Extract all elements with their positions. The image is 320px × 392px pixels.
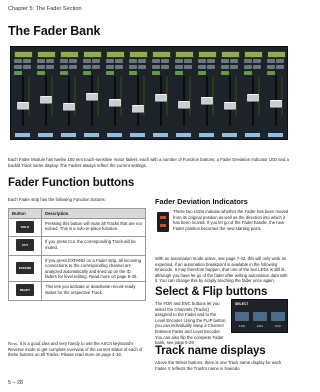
scribble-strip xyxy=(245,133,260,137)
strip-function-button xyxy=(184,65,192,69)
fader-strip xyxy=(127,50,148,138)
track-name-display xyxy=(60,51,79,58)
strip-function-button xyxy=(175,65,183,69)
strip-function-button xyxy=(221,71,229,75)
strip-function-button xyxy=(83,65,91,69)
fader-track xyxy=(137,76,139,126)
col-header-description: Description xyxy=(42,209,146,219)
description-cell: This lets you activate or deactivate record-ready status for the respective Track. xyxy=(42,282,146,300)
enc-button-icon xyxy=(253,312,267,321)
strip-function-button xyxy=(175,71,183,75)
fader-strip xyxy=(81,50,102,138)
strip-function-button xyxy=(46,65,54,69)
scribble-strip xyxy=(107,133,122,137)
strip-function-button xyxy=(230,65,238,69)
fader-strip xyxy=(35,50,56,138)
strip-function-button xyxy=(92,59,100,63)
strip-function-button xyxy=(221,59,229,63)
fader-knob xyxy=(86,93,98,101)
chapter-header: Chapter 5: The Fader Section xyxy=(8,6,82,12)
fader-knob xyxy=(109,99,121,107)
strip-function-button xyxy=(253,59,261,63)
function-buttons-table xyxy=(8,208,146,301)
strip-function-button xyxy=(175,59,183,63)
strip-function-button xyxy=(244,59,252,63)
fader-track xyxy=(229,76,231,126)
fdr-label: FDR xyxy=(238,324,246,328)
strip-function-button xyxy=(267,71,275,75)
fader-knob xyxy=(40,96,52,104)
strip-function-button xyxy=(207,59,215,63)
col-header-button: Button xyxy=(9,209,42,219)
solo-button-icon: SOLO xyxy=(16,221,34,233)
expand-button-icon: EXPAND xyxy=(16,262,34,274)
fader-strip xyxy=(104,50,125,138)
track-name-display xyxy=(267,51,286,58)
fader-strip xyxy=(219,50,240,138)
level-meter xyxy=(212,76,214,116)
strip-function-button xyxy=(23,65,31,69)
strip-function-button xyxy=(69,65,77,69)
strip-function-button xyxy=(161,65,169,69)
strip-function-button xyxy=(14,71,22,75)
scribble-strip xyxy=(176,133,191,137)
track-name-display xyxy=(175,51,194,58)
strip-function-button xyxy=(60,65,68,69)
section-heading-select-flip: Select & Flip buttons xyxy=(155,286,268,298)
strip-function-button xyxy=(267,65,275,69)
scribble-strip xyxy=(61,133,76,137)
fader-bank-image xyxy=(10,46,288,140)
fader-strip xyxy=(12,50,33,138)
scribble-strip xyxy=(199,133,214,137)
section-heading-deviation: Fader Deviation Indicators xyxy=(155,197,248,206)
page-title: The Fader Bank xyxy=(8,24,101,38)
strip-function-button xyxy=(69,59,77,63)
fader-strip xyxy=(265,50,286,138)
level-meter xyxy=(28,76,30,116)
strip-function-button xyxy=(83,71,91,75)
strip-function-button xyxy=(161,59,169,63)
track-name-display xyxy=(83,51,102,58)
fdr-button-icon xyxy=(235,312,249,321)
fader-knob xyxy=(155,94,167,102)
strip-function-button xyxy=(184,59,192,63)
strip-function-button xyxy=(276,59,284,63)
function-buttons-lead: Each Fader strip has the following Function buttons: xyxy=(8,197,106,202)
fader-track xyxy=(91,76,93,126)
strip-function-button xyxy=(23,59,31,63)
note-paragraph xyxy=(8,341,146,358)
level-meter xyxy=(189,76,191,116)
fader-knob xyxy=(132,105,144,113)
strip-function-button xyxy=(198,59,206,63)
strip-function-button xyxy=(14,59,22,63)
description-cell: If you press EXPAND on a Fader strip, all incoming connections to the corresponding channel are analyzed automatically and lined up on the ID faders for level editing. Read more on page 5-30. xyxy=(42,255,146,282)
deviation-paragraph-1: These two LEDs indicate whether the Fader has been moved from its original position as well as the direction into which it has been moved. If you let go of the Fader handle, the new Fader position becomes the new starting point. xyxy=(173,209,289,231)
strip-function-button xyxy=(115,65,123,69)
track-name-display xyxy=(198,51,217,58)
strip-function-button xyxy=(253,65,261,69)
table-row xyxy=(9,255,146,282)
cut-button-icon: CUT xyxy=(16,239,34,251)
scribble-strip xyxy=(268,133,283,137)
strip-function-button xyxy=(92,65,100,69)
strip-function-button xyxy=(106,65,114,69)
fader-knob xyxy=(201,97,213,105)
strip-function-button xyxy=(244,71,252,75)
note-label: Note: xyxy=(8,341,19,346)
select-flip-paragraph: The FDR and ENC buttons let you select the Channels (Tracks) assigned to the Fader and to the Level Encoder. Using the FLIP button, you can individually swap a Channel between Fader and Level Encoder. You can also flip the complete Fader bank, see page 5-29 xyxy=(155,301,227,346)
fader-knob xyxy=(270,100,282,108)
strip-function-button xyxy=(207,65,215,69)
strip-function-button xyxy=(37,59,45,63)
track-name-display xyxy=(14,51,33,58)
fader-strip xyxy=(58,50,79,138)
track-names-paragraph: Above the Select buttons, there is one Track name display for each Fader. It reflects the Track's name in Nuendo. xyxy=(155,360,282,371)
fader-track xyxy=(68,76,70,126)
strip-function-button xyxy=(129,71,137,75)
strip-function-button xyxy=(83,59,91,63)
strip-function-button xyxy=(60,59,68,63)
fader-knob xyxy=(178,101,190,109)
scribble-strip xyxy=(15,133,30,137)
scribble-strip xyxy=(130,133,145,137)
strip-function-button xyxy=(152,71,160,75)
ready-button-icon: READY xyxy=(16,284,34,296)
flip-label: FLIP xyxy=(274,324,282,328)
section-heading-track-names: Track name displays xyxy=(155,345,266,357)
level-meter xyxy=(281,76,283,116)
deviation-paragraph-2: With an automation mode active, see page 7-42, this will only work as expected, if an automation breakpoint is available in the following timecode. It may therefore happen, that one of the two LEDs is still lit, although you have let go of the fader after writing automation data with it. You can change this by simply touching the fader once again. xyxy=(155,256,288,284)
scribble-strip xyxy=(222,133,237,137)
intro-paragraph: Each Fader Module has twelve 100 mm touch-sensitive motor faders, each with a number of Function buttons, a Fader Deviation Indicator LED and a backlit Track name display. The Faders always reflect the current settings. xyxy=(8,157,289,168)
fader-knob xyxy=(63,103,75,111)
strip-function-button xyxy=(198,65,206,69)
strip-function-button xyxy=(152,65,160,69)
strip-function-button xyxy=(37,71,45,75)
strip-function-button xyxy=(221,65,229,69)
fader-strip xyxy=(242,50,263,138)
table-row xyxy=(9,237,146,255)
strip-function-button xyxy=(115,59,123,63)
fader-strip xyxy=(150,50,171,138)
strip-function-button xyxy=(230,59,238,63)
strip-function-button xyxy=(198,71,206,75)
strip-function-button xyxy=(138,59,146,63)
description-cell: Pressing this button will mute all Tracks that are not soloed. This is a solo-in-place function. xyxy=(42,219,146,237)
fader-strip xyxy=(196,50,217,138)
strip-function-button xyxy=(60,71,68,75)
select-panel-image xyxy=(231,299,288,333)
strip-function-button xyxy=(37,65,45,69)
fader-strip xyxy=(173,50,194,138)
section-heading-function-buttons: Fader Function buttons xyxy=(8,177,135,189)
strip-function-button xyxy=(152,59,160,63)
strip-function-button xyxy=(106,71,114,75)
scribble-strip xyxy=(84,133,99,137)
enc-label: ENC xyxy=(256,324,264,328)
strip-function-button xyxy=(46,59,54,63)
table-row xyxy=(9,219,146,237)
level-meter xyxy=(235,76,237,116)
strip-function-button xyxy=(106,59,114,63)
strip-function-button xyxy=(129,65,137,69)
deviation-led-icon xyxy=(157,212,169,232)
scribble-strip xyxy=(38,133,53,137)
track-name-display xyxy=(244,51,263,58)
note-text: It is a good idea and very handy to use the ASCII keyboard's Reverse mode to get complete overview of the current status of each of these buttons on all Tracks. Please read more on page 4-19. xyxy=(8,341,143,358)
select-panel-title: SELECT xyxy=(235,302,249,306)
track-name-display xyxy=(129,51,148,58)
strip-function-button xyxy=(138,65,146,69)
strip-function-button xyxy=(244,65,252,69)
track-name-display xyxy=(37,51,56,58)
fader-knob xyxy=(224,102,236,110)
track-name-display xyxy=(152,51,171,58)
fader-knob xyxy=(247,94,259,102)
level-meter xyxy=(120,76,122,116)
track-name-display xyxy=(221,51,240,58)
track-name-display xyxy=(106,51,125,58)
scribble-strip xyxy=(153,133,168,137)
flip-button-icon xyxy=(271,312,285,321)
fader-knob xyxy=(17,102,29,110)
table-row xyxy=(9,282,146,300)
strip-function-button xyxy=(267,59,275,63)
description-cell: If you press Cut, the corresponding Track will be muted. xyxy=(42,237,146,255)
strip-function-button xyxy=(129,59,137,63)
page-number: 5 – 28 xyxy=(8,380,23,386)
strip-function-button xyxy=(14,65,22,69)
strip-function-button xyxy=(276,65,284,69)
